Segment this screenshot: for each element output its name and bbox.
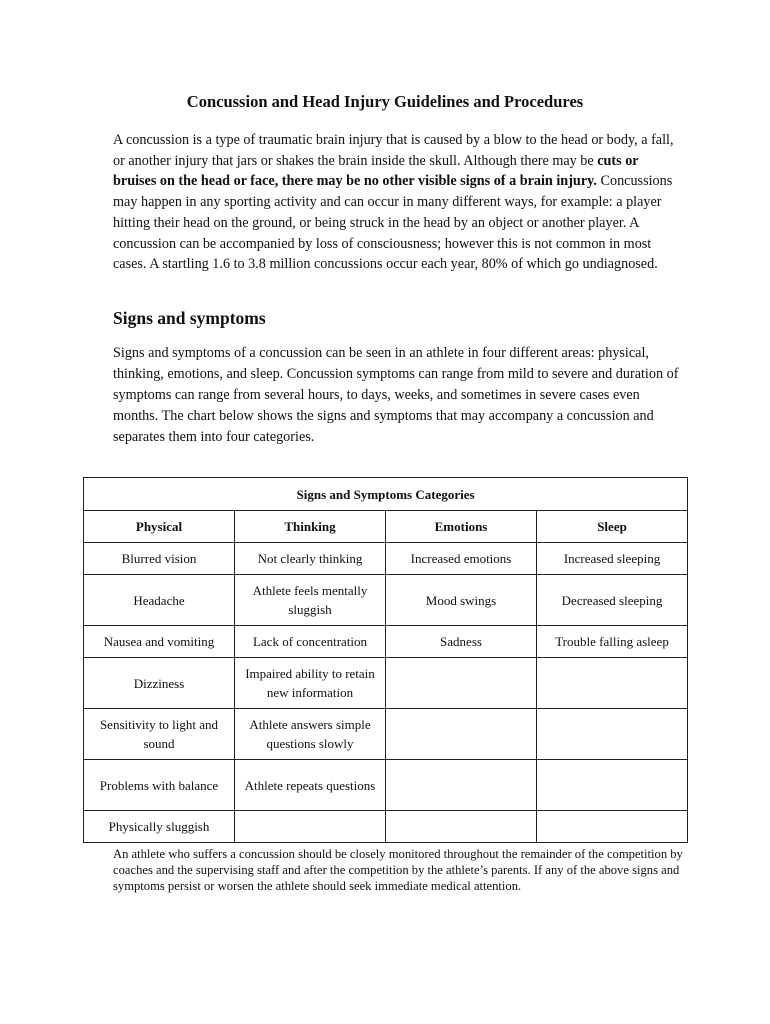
table-cell: Nausea and vomiting (84, 626, 235, 658)
table-cell (537, 811, 688, 843)
table-caption-row (84, 478, 688, 511)
table-cell: Not clearly thinking (235, 543, 386, 575)
table-cell: Athlete answers simple questions slowly (235, 709, 386, 760)
table-cell: Problems with balance (84, 760, 235, 811)
table-cell: Impaired ability to retain new information (235, 658, 386, 709)
table-cell: Dizziness (84, 658, 235, 709)
page-title: Concussion and Head Injury Guidelines and Procedures (186, 92, 584, 111)
table-cell: Mood swings (386, 575, 537, 626)
intro-text-part2: Concussions may happen in any sporting activity and can occur in many different ways, for example: a player hitting their head on the ground, or being struck in the head by an object or another player. A concussion can be accompanied by loss of consciousness; however this is not common in most cases. A startling 1.6 to 3.8 million concussions occur each year, 80% of which go undiagnosed. (113, 173, 673, 273)
table-header-row (84, 511, 688, 543)
header-thinking: Thinking (235, 511, 386, 543)
table-cell: Athlete repeats questions (235, 760, 386, 811)
table-row (84, 760, 688, 811)
table-row (84, 575, 688, 626)
table-cell: Blurred vision (84, 543, 235, 575)
intro-bold-text: cuts or bruises on the head or face, there may be no other visible signs of a brain injury. (113, 152, 639, 190)
table-row (84, 626, 688, 658)
table-cell (537, 709, 688, 760)
header-sleep: Sleep (537, 511, 688, 543)
table-cell: Headache (84, 575, 235, 626)
table-cell (386, 658, 537, 709)
intro-text-part1: A concussion is a type of traumatic brain injury that is caused by a blow to the head or body, a fall, or another injury that jars or shakes the brain inside the skull. Although there may be (113, 132, 674, 169)
section-heading: Signs and symptoms (113, 308, 266, 328)
table-cell: Decreased sleeping (537, 575, 688, 626)
table-cell: Increased sleeping (537, 543, 688, 575)
table-cell (386, 760, 537, 811)
intro-paragraph (113, 130, 683, 275)
table-cell (537, 658, 688, 709)
table-caption: Signs and Symptoms Categories (84, 478, 688, 511)
table-cell: Trouble falling asleep (537, 626, 688, 658)
section-paragraph: Signs and symptoms of a concussion can be seen in an athlete in four different areas: physical, thinking, emotions, and sleep. Concussion symptoms can range from mild to severe and duration of symptoms can range from several hours, to days, weeks, and sometimes in severe cases even months. The chart below shows the signs and symptoms that may accompany a concussion and separates them into four categories. (113, 345, 679, 445)
table-cell: Increased emotions (386, 543, 537, 575)
table-cell: Sadness (386, 626, 537, 658)
table-cell: Lack of concentration (235, 626, 386, 658)
table-cell (386, 811, 537, 843)
symptoms-table (83, 477, 688, 843)
table-cell: Sensitivity to light and sound (84, 709, 235, 760)
table-cell (386, 709, 537, 760)
header-emotions: Emotions (386, 511, 537, 543)
table-row (84, 543, 688, 575)
table-cell (537, 760, 688, 811)
table-row (84, 709, 688, 760)
table-cell: Athlete feels mentally sluggish (235, 575, 386, 626)
table-cell (235, 811, 386, 843)
header-physical: Physical (84, 511, 235, 543)
table-row (84, 658, 688, 709)
table-cell: Physically sluggish (84, 811, 235, 843)
table-row (84, 811, 688, 843)
closing-note: An athlete who suffers a concussion should be closely monitored throughout the remainder of the competition by coaches and the supervising staff and after the competition by the athlete’s parents. If any of the above signs and symptoms persist or worsen the athlete should seek immediate medical attention. (113, 847, 683, 894)
